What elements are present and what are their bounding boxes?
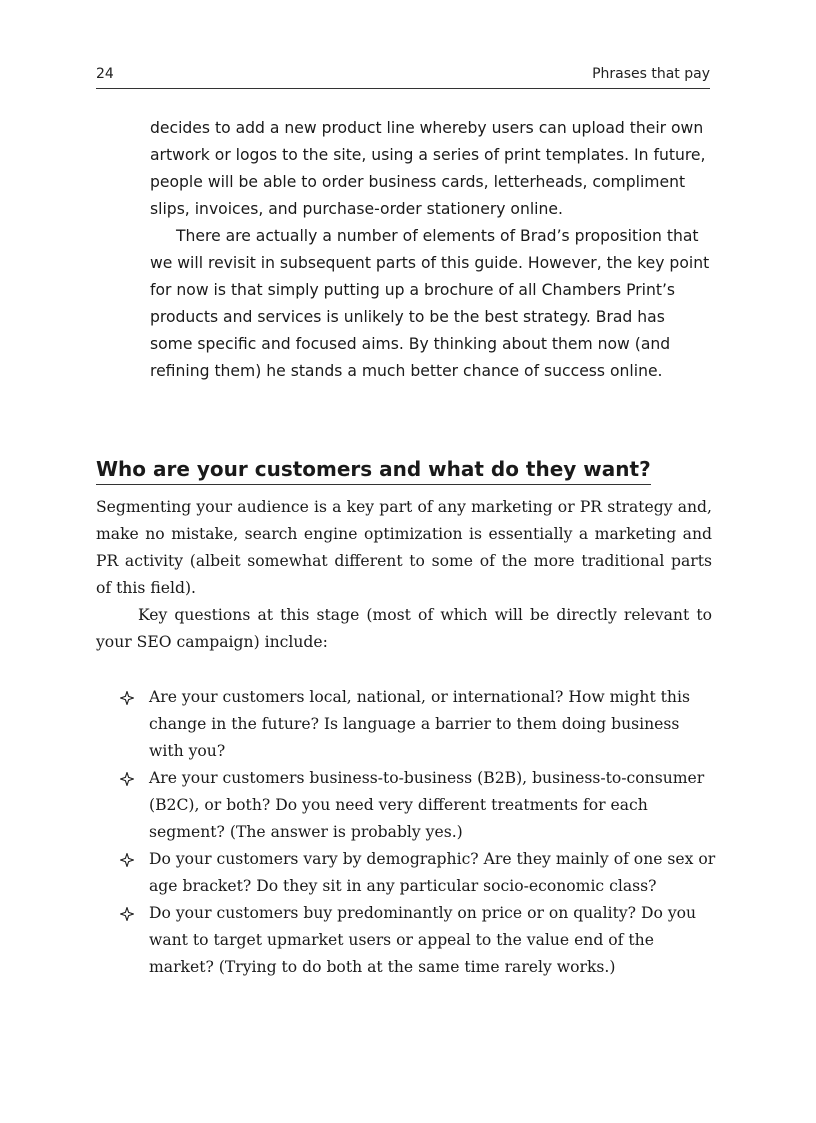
section-heading: Who are your customers and what do they want? [96,455,651,485]
question-list [117,684,717,981]
body-paragraph: Segmenting your audience is a key part of any marketing or PR strategy and, make no mistake, search engine optimization is essentially a marketing and PR activity (albeit somewhat different to some of the more traditional parts of this field). [96,498,712,597]
case-study-paragraph: There are actually a number of elements of Brad’s proposition that we will revisit in subsequent parts of this guide. However, the key point for now is that simply putting up a brochure of all Chambers Print’s products and services is unlikely to be the best strategy. Brad has some specific and focused aims. By thinking about them now (and refining them) he stands a much better chance of success online. [150,227,710,380]
list-item [117,765,717,846]
case-study-box [150,115,710,385]
section-body [96,494,712,656]
four-pointed-star-icon [117,846,137,873]
list-item [117,900,717,981]
list-item-text: Do your customers buy predominantly on price or on quality? Do you want to target upmarket users or appeal to the value end of the market? (Trying to do both at the same time rarely works.) [149,904,697,976]
body-paragraph: Key questions at this stage (most of which will be directly relevant to your SEO campaign) include: [96,606,712,651]
four-pointed-star-icon [117,765,137,792]
four-pointed-star-icon [117,684,137,711]
case-study-paragraph: decides to add a new product line whereby users can upload their own artwork or logos to the site, using a series of print templates. In future, people will be able to order business cards, letterheads, compliment slips, invoices, and purchase-order stationery online. [150,119,706,218]
list-item [117,846,717,900]
list-item [117,684,717,765]
running-head-title: Phrases that pay [592,66,710,82]
list-item-text: Are your customers business-to-business (B2B), business-to-consumer (B2C), or both? Do you need very different treatments for each segment? (The answer is probably yes.) [149,769,705,841]
list-item-text: Are your customers local, national, or international? How might this change in the future? Is language a barrier to them doing business with you? [149,688,690,760]
page-number: 24 [96,66,114,82]
running-head [96,64,710,89]
four-pointed-star-icon [117,900,137,927]
list-item-text: Do your customers vary by demographic? Are they mainly of one sex or age bracket? Do they sit in any particular socio-economic class? [149,850,716,895]
